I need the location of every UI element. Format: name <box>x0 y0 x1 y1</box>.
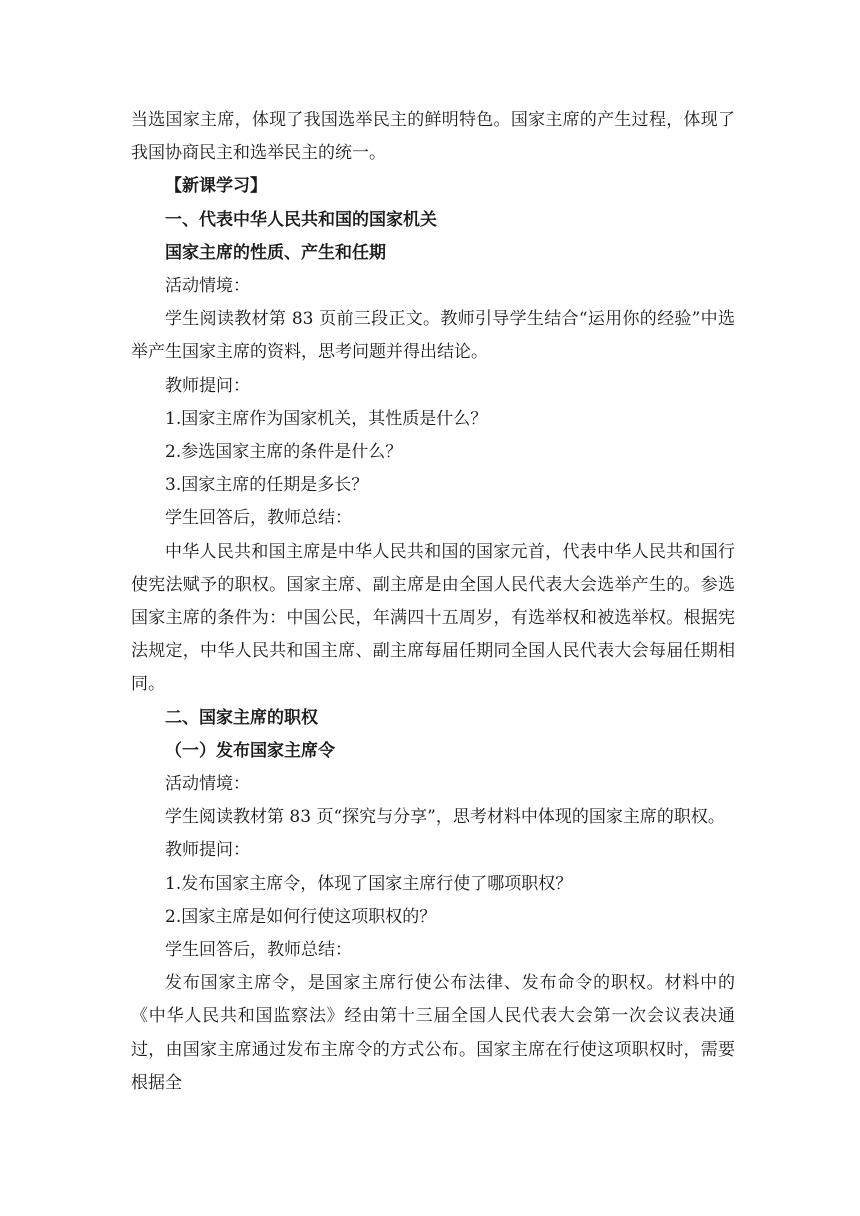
question-item: 1.发布国家主席令，体现了国家主席行使了哪项职权？ <box>165 873 573 894</box>
activity-description: 学生阅读教材第 83 页前三段正文。教师引导学生结合“运用你的经验”中选举产生国家主席的资料，思考问题并得出结论。 <box>131 309 735 363</box>
question-item: 1.国家主席作为国家机关，其性质是什么？ <box>165 408 488 429</box>
document-body <box>131 104 735 1100</box>
activity-label: 活动情境： <box>165 276 250 297</box>
question-item: 2.国家主席是如何行使这项职权的？ <box>165 906 437 927</box>
teacher-summary-label: 学生回答后，教师总结： <box>165 940 352 961</box>
teacher-summary-text: 中华人民共和国主席是中华人民共和国的国家元首，代表中华人民共和国行使宪法赋予的职权。国家主席、副主席是由全国人民代表大会选举产生的。参选国家主席的条件为：中国公民，年满四十五周岁，有选举权和被选举权。根据宪法规定，中华人民共和国主席、副主席每届任期同全国人民代表大会每届任期相同。 <box>131 541 735 695</box>
question-item: 2.参选国家主席的条件是什么？ <box>165 442 403 463</box>
activity-label: 活动情境： <box>165 774 250 795</box>
subheading-nature-election-term: 国家主席的性质、产生和任期 <box>165 242 386 263</box>
teacher-question-label: 教师提问： <box>165 840 250 861</box>
paragraph-continuation: 当选国家主席，体现了我国选举民主的鲜明特色。国家主席的产生过程，体现了我国协商民主和选举民主的统一。 <box>131 110 735 164</box>
activity-description: 学生阅读教材第 83 页“探究与分享”，思考材料中体现的国家主席的职权。 <box>165 807 725 828</box>
question-item: 3.国家主席的任期是多长？ <box>165 475 369 496</box>
section-heading-state-organ: 一、代表中华人民共和国的国家机关 <box>165 209 437 230</box>
teacher-summary-text: 发布国家主席令，是国家主席行使公布法律、发布命令的职权。材料中的《中华人民共和国监察法》经由第十三届全国人民代表大会第一次会议表决通过，由国家主席通过发布主席令的方式公布。国家主席在行使这项职权时，需要根据全 <box>131 973 735 1093</box>
teacher-question-label: 教师提问： <box>165 375 250 396</box>
subheading-issue-orders: （一）发布国家主席令 <box>165 740 335 761</box>
teacher-summary-label: 学生回答后，教师总结： <box>165 508 352 529</box>
section-heading-powers: 二、国家主席的职权 <box>165 707 318 728</box>
section-heading-new-lesson: 【新课学习】 <box>165 176 267 197</box>
